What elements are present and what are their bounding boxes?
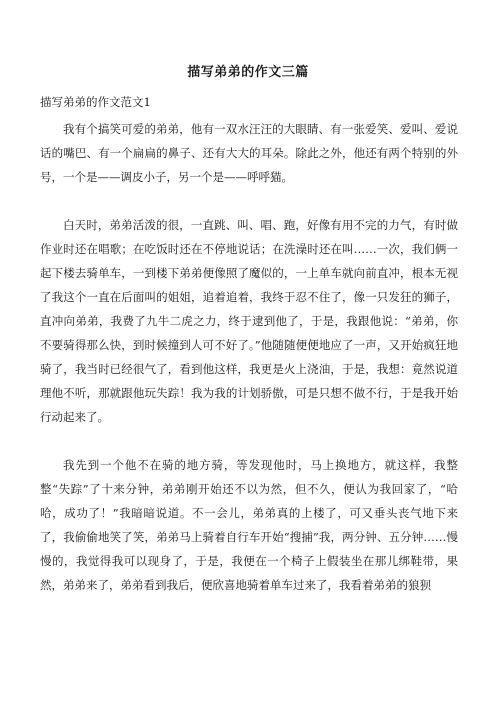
document-title: 描写弟弟的作文三篇 <box>187 65 309 80</box>
paragraph: 我先到一个他不在骑的地方骑，等发现他时，马上换地方，就这样，我整整“失踪”了十来分钟，弟弟刚开始还不以为然，但不久，便认为我回家了，“哈哈，成功了！”我暗暗说道。不一会儿，弟弟真的上楼了，可又垂头丧气地下来了，我偷偷地笑了笑，弟弟马上骑着自行车开始“搜捕”我，两分钟、五分钟……慢慢的，我觉得我可以现身了，于是，我便在一个椅子上假装坐在那儿绑鞋带，果然，弟弟来了，弟弟看到我后，便欣喜地骑着单车过来了，我看着弟弟的狼狈 <box>40 458 458 592</box>
essay-body <box>40 117 458 597</box>
section-subtitle: 描写弟弟的作文范文1 <box>40 95 151 109</box>
paragraph: 我有个搞笑可爱的弟弟，他有一双水汪汪的大眼睛、有一张爱笑、爱叫、爱说话的嘴巴、有一个扁扁的鼻子、还有大大的耳朵。除此之外，他还有两个特别的外号，一个是——调皮小子，另一个是——呼呼猫。 <box>40 122 458 184</box>
paragraph: 白天时，弟弟活泼的很，一直跳、叫、唱、跑，好像有用不完的力气，有时做作业时还在唱歌；在吃饭时还在不停地说话；在洗澡时还在叫……一次，我们俩一起下楼去骑单车，一到楼下弟弟便像照了魔似的，一上单车就向前直冲，根本无视了我这个一直在后面叫的姐姐，追着追着，我终于忍不住了，像一只发狂的狮子，直冲向弟弟，我费了九牛二虎之力，终于逮到他了，于是，我跟他说：“弟弟，你不要骑得那么快，到时候撞到人可不好了。”他随随便便地应了一声，又开始疯狂地骑了，我当时已经很气了，看到他这样，我更是火上浇油，于是，我想：竟然说道理他不听，那就跟他玩失踪！我为我的计划骄傲，可是只想不做不行，于是我开始行动起来了。 <box>40 218 458 424</box>
